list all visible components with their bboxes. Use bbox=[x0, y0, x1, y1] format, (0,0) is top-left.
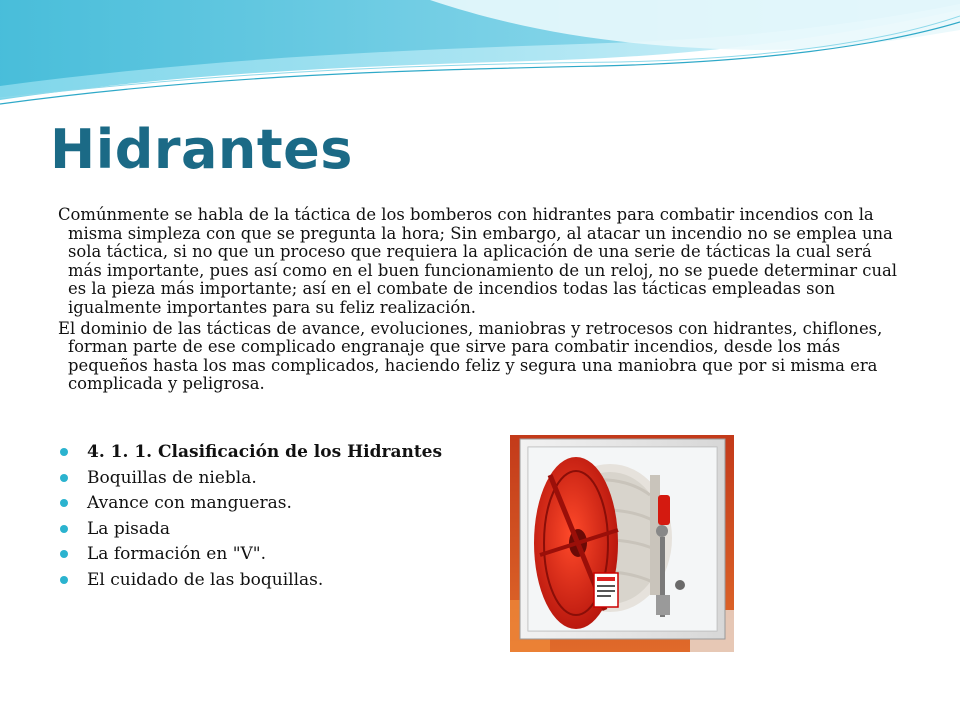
list-item: El cuidado de las boquillas. bbox=[58, 568, 442, 594]
list-item: 4. 1. 1. Clasificación de los Hidrantes bbox=[58, 440, 442, 466]
fire-hose-cabinet-icon bbox=[510, 435, 734, 652]
list-item: Boquillas de niebla. bbox=[58, 466, 442, 492]
bullet-dot-icon bbox=[60, 550, 68, 558]
bullet-dot-icon bbox=[60, 499, 68, 507]
bullet-dot-icon bbox=[60, 576, 68, 584]
bullet-list bbox=[58, 440, 442, 593]
slide-title: Hidrantes bbox=[50, 118, 353, 181]
header-wave-decoration bbox=[0, 0, 960, 120]
list-item: Avance con mangueras. bbox=[58, 491, 442, 517]
fire-hose-cabinet-photo bbox=[510, 435, 734, 652]
bullet-dot-icon bbox=[60, 474, 68, 482]
slide-body bbox=[58, 206, 898, 396]
paragraph-tactics: Comúnmente se habla de la táctica de los bomberos con hidrantes para combatir incendios con la misma simpleza con que se pregunta la hora; Sin embargo, al atacar un incendio no se emplea una sola táctica, si no que un proceso que requiera la aplicación de una serie de tácticas la cual será más importante, pues así como en el buen funcionamiento de un reloj, no se puede determinar cual es la pieza más importante; así en el combate de incendios todas las tácticas empleadas son igualmente importantes para su feliz realización. bbox=[58, 205, 898, 317]
list-item: La formación en "V". bbox=[58, 542, 442, 568]
list-item: La pisada bbox=[58, 517, 442, 543]
paragraph-domain: El dominio de las tácticas de avance, evoluciones, maniobras y retrocesos con hidrantes, chiflones, forman parte de ese complicado engranaje que sirve para combatir incendios, desde los más pequeños hasta los mas complicados, haciendo feliz y segura una maniobra que por si misma era complicada y peligrosa. bbox=[58, 318, 883, 394]
bullet-dot-icon bbox=[60, 448, 68, 456]
bullet-dot-icon bbox=[60, 525, 68, 533]
